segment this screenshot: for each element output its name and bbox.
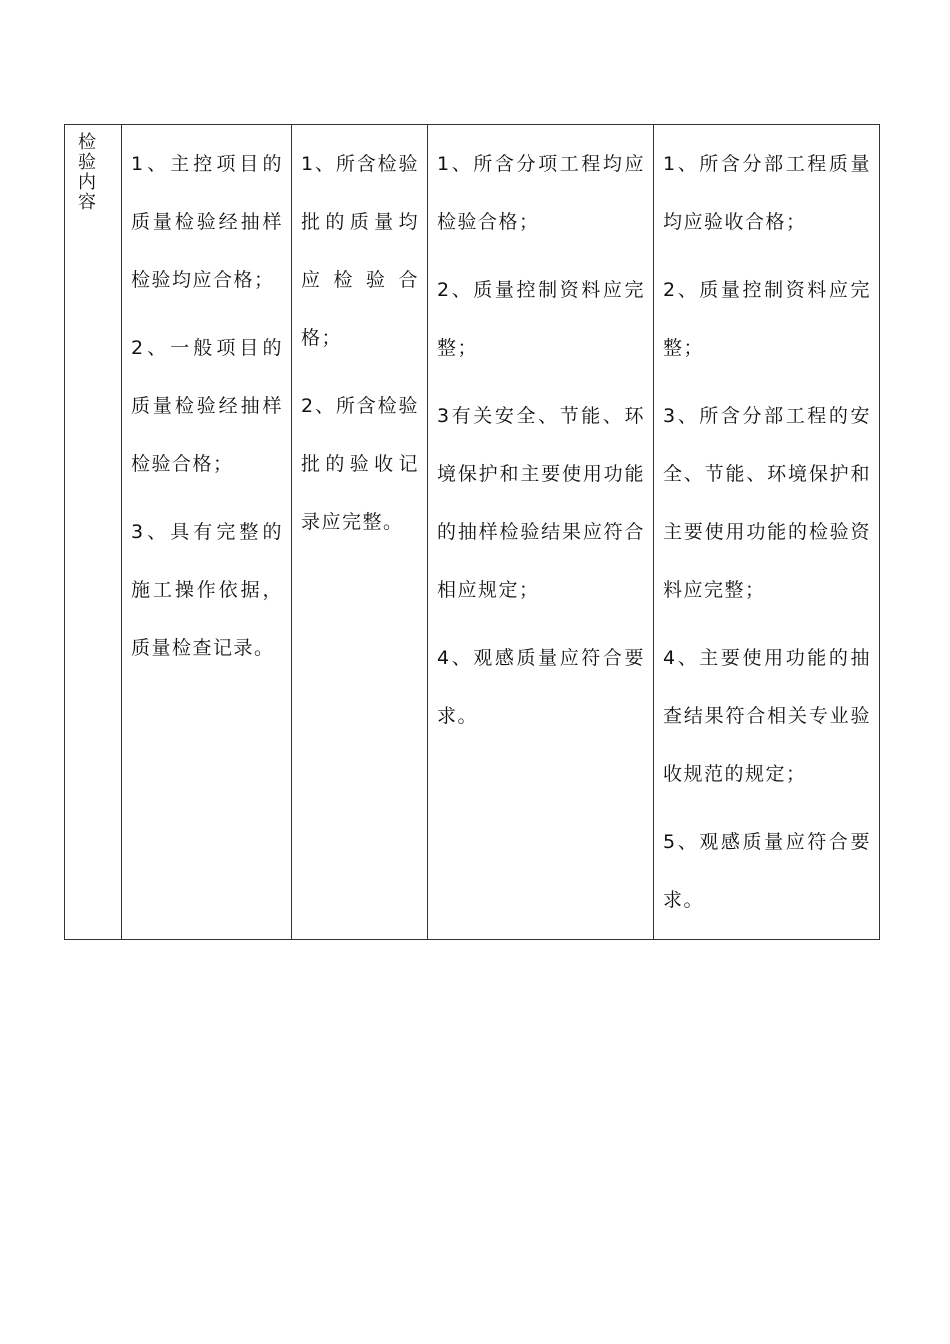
content-cell-2 (292, 125, 428, 940)
list-item: 2、所含检验批的验收记录应完整。 (301, 395, 419, 533)
list-item: 1、所含检验批的质量均应检验合格； (301, 153, 419, 349)
list-item: 3、所含分部工程的安全、节能、环境保护和主要使用功能的检验资料应完整； (663, 405, 871, 601)
list-item: 3有关安全、节能、环境保护和主要使用功能的抽样检验结果应符合相应规定； (437, 405, 645, 601)
list-item: 5、观感质量应符合要求。 (663, 831, 871, 911)
list-item: 1、所含分项工程均应检验合格； (437, 153, 645, 233)
list-item: 4、主要使用功能的抽查结果符合相关专业验收规范的规定； (663, 647, 871, 785)
row-header-label: 检验内容 (78, 132, 96, 213)
list-item: 3、具有完整的施工操作依据，质量检查记录。 (131, 521, 283, 659)
list-item: 4、观感质量应符合要求。 (437, 647, 645, 727)
list-item: 1、主控项目的质量检验经抽样检验均应合格； (131, 153, 283, 291)
content-cell-3 (428, 125, 654, 940)
list-item: 2、一般项目的质量检验经抽样检验合格； (131, 337, 283, 475)
content-cell-4 (654, 125, 880, 940)
list-item: 1、所含分部工程质量均应验收合格； (663, 153, 871, 233)
list-item: 2、质量控制资料应完整； (437, 279, 645, 359)
inspection-content-table (64, 124, 880, 940)
list-item: 2、质量控制资料应完整； (663, 279, 871, 359)
content-cell-1 (122, 125, 292, 940)
row-header-cell (65, 125, 122, 940)
table-row (65, 125, 880, 940)
